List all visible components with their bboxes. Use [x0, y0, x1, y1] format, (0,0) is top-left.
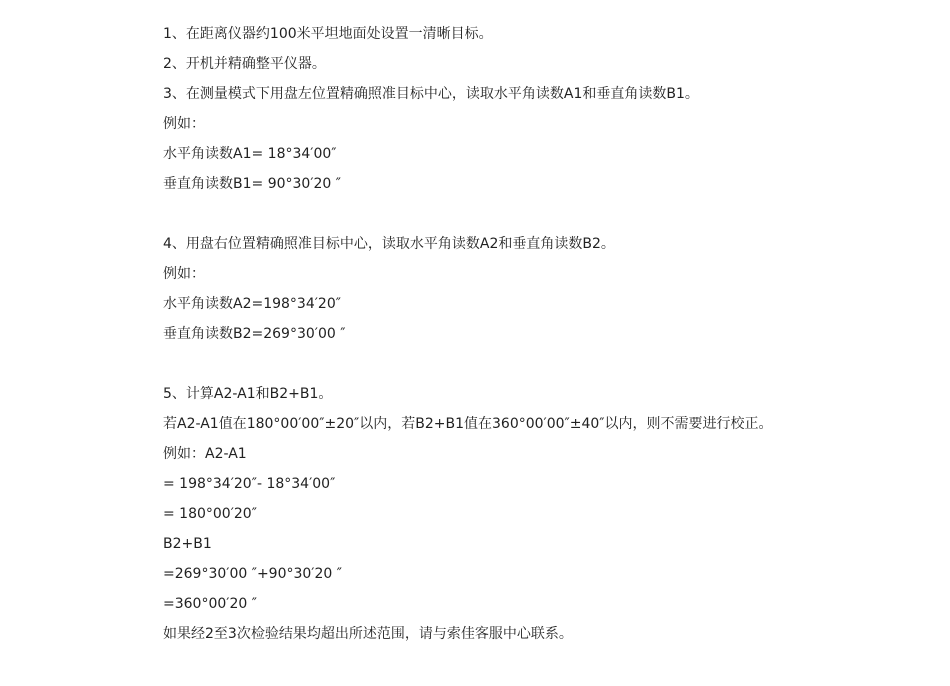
step-4-text: 4、用盘右位置精确照准目标中心，读取水平角读数A2和垂直角读数B2。: [163, 236, 615, 252]
step-2-text: 2、开机并精确整平仪器。: [163, 56, 326, 72]
calibration-instructions: [163, 19, 843, 649]
step-4-horizontal-reading: 水平角读数A2=198°34′20″: [163, 296, 341, 312]
step-3-vertical-reading: 垂直角读数B1= 90°30′20 ″: [163, 176, 341, 192]
step-5-example: 例如：A2-A1: [163, 446, 247, 462]
step-5-text: 5、计算A2-A1和B2+B1。: [163, 386, 333, 402]
step-4-vertical-reading: 垂直角读数B2=269°30′00 ″: [163, 326, 346, 342]
step-4-example-label: 例如：: [163, 266, 205, 282]
step-5-calc-1: = 198°34′20″- 18°34′00″: [163, 476, 336, 492]
step-5-tolerance-rule: 若A2-A1值在180°00′00″±20″以内，若B2+B1值在360°00′00″±40″以内，则不需要进行校正。: [163, 416, 773, 432]
step-3-horizontal-reading: 水平角读数A1= 18°34′00″: [163, 146, 337, 162]
step-3-example-label: 例如：: [163, 116, 205, 132]
spacer: [163, 349, 843, 379]
step-5-calc-3: =269°30′00 ″+90°30′20 ″: [163, 566, 342, 582]
step-1-text: 1、在距离仪器约100米平坦地面处设置一清晰目标。: [163, 26, 493, 42]
step-5-contact-note: 如果经2至3次检验结果均超出所述范围，请与索佳客服中心联系。: [163, 626, 573, 642]
step-5-b-label: B2+B1: [163, 536, 212, 552]
step-3-text: 3、在测量模式下用盘左位置精确照准目标中心，读取水平角读数A1和垂直角读数B1。: [163, 86, 699, 102]
step-5-calc-2: = 180°00′20″: [163, 506, 257, 522]
spacer: [163, 199, 843, 229]
step-5-calc-4: =360°00′20 ″: [163, 596, 257, 612]
